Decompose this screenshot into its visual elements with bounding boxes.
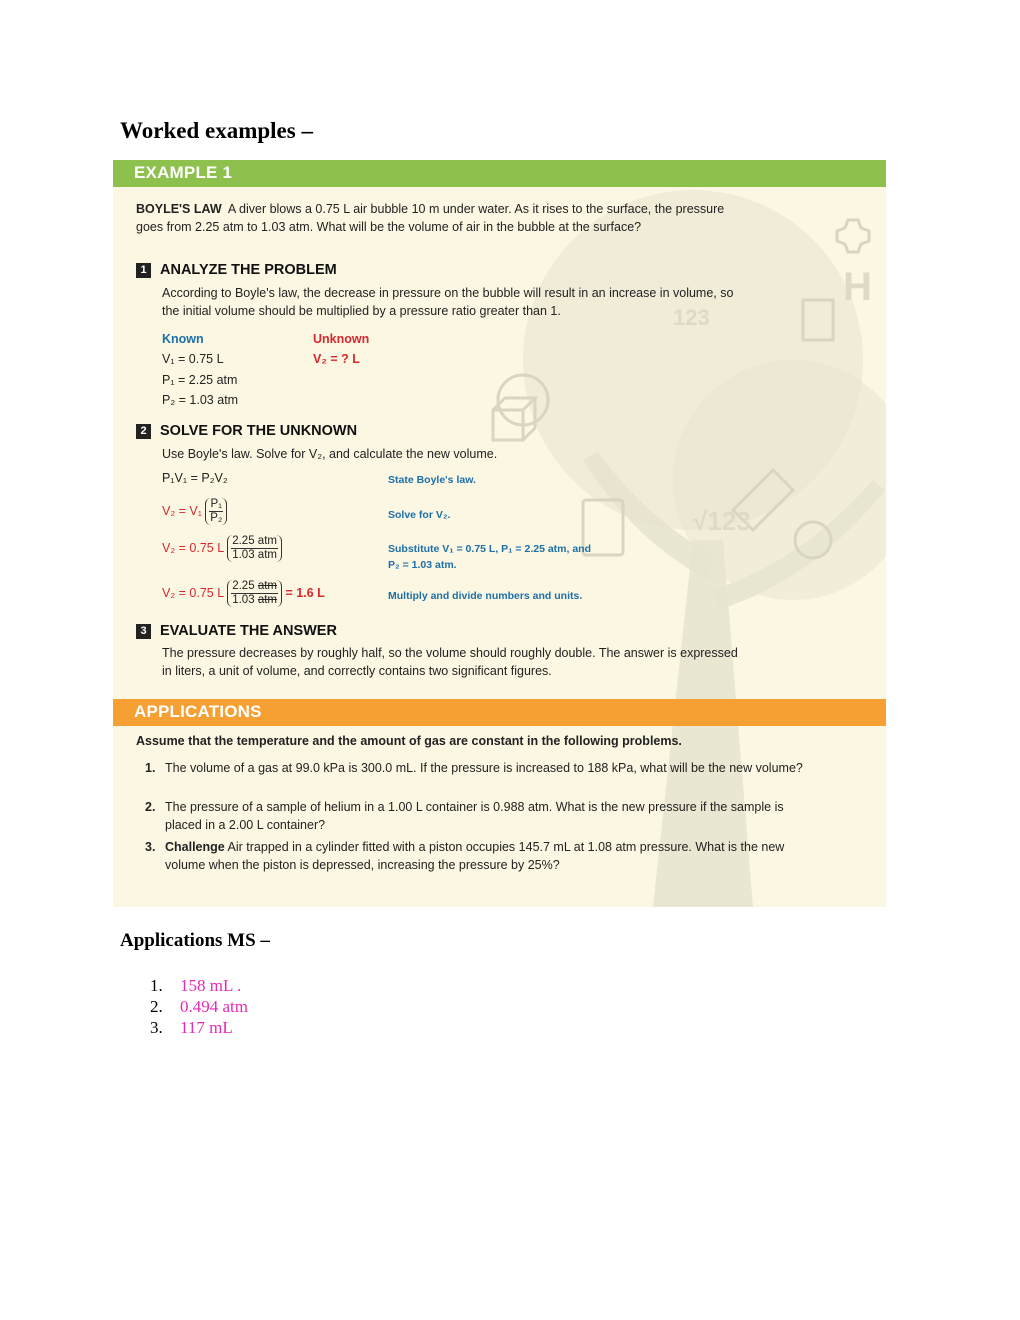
answer-text: 158 mL . [180, 976, 242, 995]
fraction-denominator: 1.03 atm [232, 549, 277, 561]
unknown-v2: V₂ = ? L [313, 352, 360, 366]
applications-title: APPLICATIONS [134, 702, 262, 721]
note-multiply-divide: Multiply and divide numbers and units. [388, 590, 583, 602]
step1-text: According to Boyle's law, the decrease in pressure on the bubble will result in an increase in volume, so the initial volume should be multiplied by a pressure ratio greater than 1. [162, 286, 734, 318]
step3-number: 3 [136, 624, 151, 639]
step1-title: ANALYZE THE PROBLEM [160, 262, 337, 278]
step2-heading [136, 423, 357, 439]
challenge-text: Air trapped in a cylinder fitted with a piston occupies 145.7 mL at 1.08 atm pressure. What is the new volume when the piston is depressed, increasing the pressure by 25%? [165, 840, 785, 872]
equation-substitute [162, 535, 282, 562]
step1-number: 1 [136, 263, 151, 278]
svg-text:H: H [843, 265, 872, 309]
equation-solve-v2-lhs: V₂ = V₁ [162, 503, 202, 518]
numerator-value: 2.25 [232, 580, 255, 592]
note-substitute [388, 541, 591, 573]
problem-text: A diver blows a 0.75 L air bubble 10 m under water. As it rises to the surface, the pressure goes from 2.25 atm to 1.03 atm. What will be the volume of air in the bubble at the surface? [136, 202, 725, 234]
step2-text: Use Boyle's law. Solve for V₂, and calculate the new volume. [162, 447, 498, 461]
textbook-example-panel [113, 160, 886, 907]
answer-text: 0.494 atm [180, 997, 248, 1016]
step3-text: The pressure decreases by roughly half, so the volume should roughly double. The answer is expressed in liters, a unit of volume, and correctly contains two significant figures. [162, 646, 738, 678]
note-substitute-line2: P₂ = 1.03 atm. [388, 559, 457, 571]
fraction-denominator: P₂ [210, 512, 223, 524]
equation-boyles-law: P₁V₁ = P₂V₂ [162, 471, 228, 485]
item-text: The volume of a gas at 99.0 kPa is 300.0 mL. If the pressure is increased to 188 kPa, what will be the new volume? [165, 761, 803, 775]
ms-answer-3 [150, 1018, 233, 1038]
equation-solve-v2 [162, 498, 227, 525]
ms-answer-2 [150, 997, 248, 1017]
note-solve-v2: Solve for V₂. [388, 509, 451, 521]
known-p1: P₁ = 2.25 atm [162, 373, 238, 387]
challenge-label: Challenge [165, 840, 225, 854]
item-text: The pressure of a sample of helium in a 1.00 L container is 0.988 atm. What is the new pressure if the sample is placed in a 2.00 L container? [165, 800, 784, 832]
substitute-fraction [227, 535, 282, 562]
step1-heading [136, 262, 337, 278]
answer-number: 2. [150, 997, 163, 1016]
cancelled-unit: atm [257, 594, 277, 606]
equation-result-lhs: V₂ = 0.75 L [162, 585, 224, 600]
svg-text:123: 123 [673, 305, 710, 330]
example-header-band [113, 160, 886, 187]
unknown-label: Unknown [313, 332, 370, 346]
denominator-value: 1.03 [232, 594, 255, 606]
item-number: 3. [145, 840, 156, 854]
applications-header-band [113, 699, 886, 726]
equation-result [162, 580, 325, 607]
document-title: Worked examples – [120, 118, 313, 143]
answer-number: 1. [150, 976, 163, 995]
example-title: EXAMPLE 1 [134, 163, 233, 182]
cancel-units-fraction [227, 580, 282, 607]
answer-number: 3. [150, 1018, 163, 1037]
ms-answer-1 [150, 976, 242, 996]
item-text [165, 838, 805, 874]
equation-substitute-lhs: V₂ = 0.75 L [162, 540, 224, 555]
known-p2: P₂ = 1.03 atm [162, 393, 239, 407]
mark-scheme-title: Applications MS – [120, 930, 270, 951]
cancelled-unit: atm [257, 580, 277, 592]
svg-text:√123: √123 [693, 506, 751, 536]
known-label: Known [162, 332, 204, 346]
step3-title: EVALUATE THE ANSWER [160, 623, 337, 639]
problem-statement [136, 200, 736, 236]
item-number: 1. [145, 761, 156, 775]
known-v1: V₁ = 0.75 L [162, 352, 224, 366]
pressure-ratio-fraction [205, 498, 227, 525]
note-state-law: State Boyle's law. [388, 474, 476, 486]
step2-title: SOLVE FOR THE UNKNOWN [160, 423, 358, 439]
fraction-numerator: P₁ [210, 498, 223, 510]
item-number: 2. [145, 800, 156, 814]
problem-label: BOYLE'S LAW [136, 202, 222, 216]
step3-heading [136, 623, 337, 639]
fraction-numerator: 2.25 atm [232, 535, 277, 547]
final-answer: = 1.6 L [285, 585, 325, 600]
applications-intro: Assume that the temperature and the amount of gas are constant in the following problems. [136, 734, 682, 748]
answer-text: 117 mL [180, 1018, 233, 1037]
step2-number: 2 [136, 424, 151, 439]
note-substitute-line1: Substitute V₁ = 0.75 L, P₁ = 2.25 atm, and [388, 543, 592, 555]
